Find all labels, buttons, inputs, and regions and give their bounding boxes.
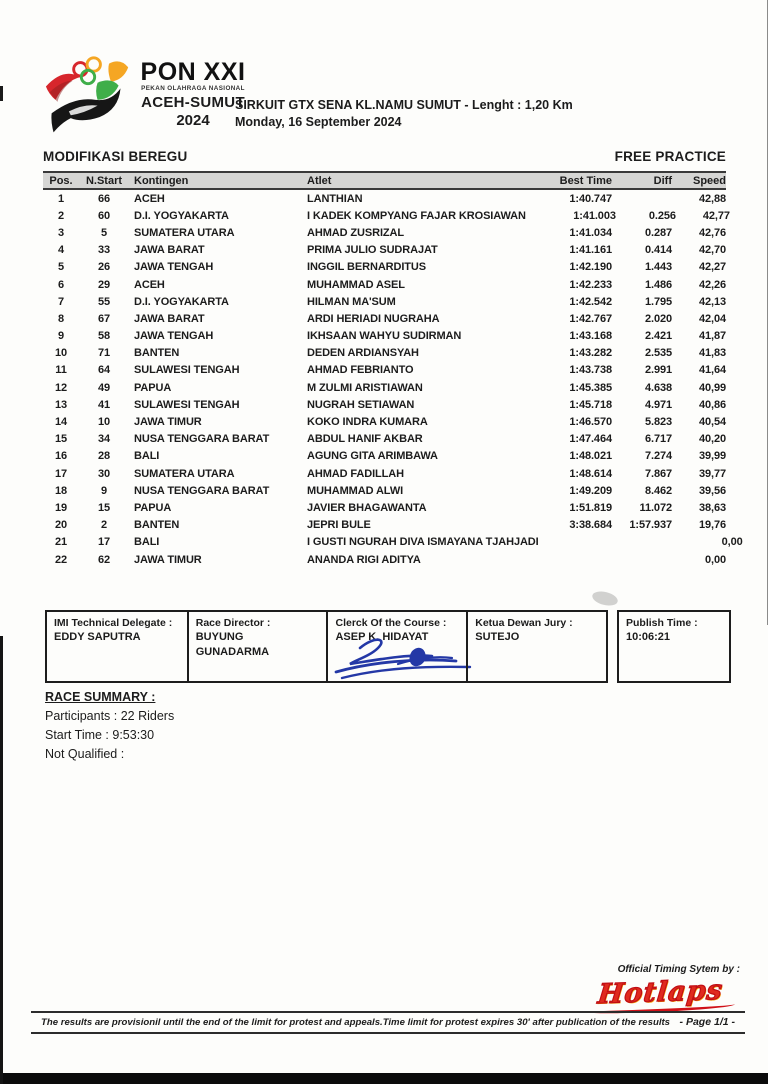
- cell-pos: 6: [57, 278, 65, 291]
- scan-edge-left: [0, 636, 3, 1084]
- cell-kont: PAPUA: [134, 381, 172, 394]
- cell-ns: 33: [97, 244, 111, 257]
- cell-pos: 22: [54, 553, 68, 566]
- cell-pos: 20: [54, 519, 68, 532]
- result-row: [43, 190, 726, 207]
- cell-ns: 34: [97, 433, 111, 446]
- page-number: - Page 1/1 -: [679, 1016, 735, 1028]
- result-row: [43, 413, 726, 430]
- cell-diff: 6.717: [644, 433, 672, 446]
- official-box-jury-chief: [466, 612, 606, 681]
- category-title: MODIFIKASI BEREGU: [43, 149, 188, 164]
- cell-best: 1:42.767: [569, 312, 612, 325]
- cell-ns: 10: [97, 416, 111, 429]
- cell-diff: 1.443: [644, 261, 672, 274]
- cell-best: 1:48.021: [569, 450, 612, 463]
- cell-diff: 11.072: [639, 501, 672, 514]
- result-row: [43, 499, 726, 516]
- result-row: [43, 362, 726, 379]
- cell-ns: 15: [97, 501, 111, 514]
- cell-best: 1:42.233: [569, 278, 612, 291]
- cell-speed: 41,64: [698, 364, 726, 377]
- cell-kont: JAWA TIMUR: [134, 416, 202, 429]
- cell-pos: 15: [54, 433, 68, 446]
- cell-best: 1:41.003: [573, 209, 616, 222]
- cell-atlet: NUGRAH SETIAWAN: [307, 398, 415, 411]
- event-info: [235, 97, 573, 131]
- official-name: EDDY SAPUTRA: [54, 631, 141, 643]
- logo-text-block: [138, 54, 248, 142]
- cell-pos: 13: [54, 398, 68, 411]
- cell-speed: 19,76: [698, 519, 726, 532]
- cell-kont: NUSA TENGGARA BARAT: [134, 433, 270, 446]
- result-row: [43, 328, 726, 345]
- cell-speed: 39,99: [698, 450, 726, 463]
- official-name: SUTEJO: [475, 631, 520, 643]
- cell-atlet: INGGIL BERNARDITUS: [307, 261, 427, 274]
- cell-pos: 18: [54, 484, 68, 497]
- cell-best: 1:45.718: [569, 398, 612, 411]
- cell-ns: 30: [97, 467, 111, 480]
- cell-best: 1:46.570: [569, 416, 612, 429]
- cell-speed: 42,70: [698, 244, 726, 257]
- cell-diff: 7.274: [644, 450, 672, 463]
- result-row: [43, 431, 726, 448]
- cell-speed: 40,99: [698, 381, 726, 394]
- cell-atlet: ARDI HERIADI NUGRAHA: [307, 312, 440, 325]
- official-box-race-director: [187, 612, 327, 681]
- cell-atlet: AHMAD FADILLAH: [307, 467, 404, 480]
- title-bar: [43, 149, 726, 164]
- cell-ns: 29: [97, 278, 111, 291]
- cell-atlet: DEDEN ARDIANSYAH: [307, 347, 419, 360]
- cell-ns: 9: [100, 484, 108, 497]
- timing-credit: [580, 964, 740, 1012]
- cell-atlet: JAVIER BHAGAWANTA: [307, 501, 427, 514]
- cell-best: 1:51.819: [569, 501, 612, 514]
- result-row: [43, 379, 726, 396]
- cell-atlet: I KADEK KOMPYANG FAJAR KROSIAWAN: [307, 209, 526, 222]
- hotlaps-logo: Hotlaps: [595, 974, 725, 1011]
- cell-ns: 17: [97, 536, 111, 549]
- cell-best: 1:49.209: [569, 484, 612, 497]
- official-label: Clerck Of the Course :: [335, 617, 447, 629]
- cell-speed: 40,20: [698, 433, 726, 446]
- cell-speed: 40,86: [698, 398, 726, 411]
- result-row: [43, 534, 743, 551]
- col-atlet: Atlet: [307, 174, 332, 187]
- cell-ns: 64: [97, 364, 111, 377]
- logo-host: ACEH-SUMUT: [141, 94, 245, 111]
- cell-pos: 5: [57, 261, 65, 274]
- cell-atlet: KOKO INDRA KUMARA: [307, 416, 428, 429]
- race-summary-heading: RACE SUMMARY :: [45, 690, 156, 704]
- result-row: [43, 224, 726, 241]
- cell-pos: 11: [55, 364, 67, 377]
- scan-edge-mark: [0, 86, 3, 101]
- result-row: [43, 207, 730, 224]
- scan-smudge: [591, 589, 619, 608]
- disclaimer-bar: [31, 1011, 745, 1034]
- official-name: BUYUNG GUNADARMA: [195, 631, 270, 658]
- cell-ns: 71: [97, 347, 111, 360]
- publish-time-label: Publish Time :: [626, 617, 698, 629]
- cell-pos: 2: [57, 209, 65, 222]
- cell-ns: 66: [97, 192, 111, 205]
- cell-pos: 21: [54, 536, 68, 549]
- cell-atlet: M ZULMI ARISTIAWAN: [307, 381, 423, 394]
- cell-kont: SUMATERA UTARA: [134, 467, 235, 480]
- circuit-name: SIRKUIT GTX SENA KL.NAMU SUMUT - Lenght : 1,20 Km: [235, 98, 573, 112]
- logo-title: PON XXI: [140, 58, 246, 86]
- col-best-time: Best Time: [559, 174, 612, 187]
- publish-time-box: [617, 610, 731, 683]
- cell-diff: 2.991: [644, 364, 672, 377]
- cell-pos: 4: [57, 244, 65, 257]
- cell-pos: 1: [57, 192, 65, 205]
- cell-speed: 0,00: [704, 553, 726, 566]
- cell-atlet: AGUNG GITA ARIMBAWA: [307, 450, 438, 463]
- cell-kont: NUSA TENGGARA BARAT: [134, 484, 270, 497]
- cell-pos: 10: [54, 347, 68, 360]
- cell-ns: 58: [97, 330, 111, 343]
- cell-kont: JAWA BARAT: [134, 312, 205, 325]
- cell-atlet: ABDUL HANIF AKBAR: [307, 433, 423, 446]
- result-row: [43, 276, 726, 293]
- cell-kont: JAWA TIMUR: [134, 553, 202, 566]
- col-pos: Pos.: [49, 174, 73, 187]
- cell-ns: 2: [100, 519, 108, 532]
- result-row: [43, 293, 726, 310]
- cell-pos: 17: [54, 467, 68, 480]
- cell-best: 1:41.161: [569, 244, 612, 257]
- cell-ns: 26: [97, 261, 111, 274]
- result-row: [43, 310, 726, 327]
- cell-speed: 42,13: [698, 295, 726, 308]
- cell-diff: 1.795: [644, 295, 672, 308]
- disclaimer-text: The results are provisionil until the end of the limit for protest and appeals.Time limit for protest expires 30' after publication of the results: [41, 1016, 671, 1028]
- cell-speed: 42,88: [698, 192, 726, 205]
- official-label: IMI Technical Delegate :: [54, 617, 173, 629]
- result-row: [43, 396, 726, 413]
- result-row: [43, 259, 726, 276]
- cell-ns: 41: [97, 398, 111, 411]
- col-speed: Speed: [692, 174, 726, 187]
- cell-kont: JAWA BARAT: [134, 244, 205, 257]
- cell-pos: 12: [54, 381, 68, 394]
- cell-kont: D.I. YOGYAKARTA: [134, 295, 229, 308]
- cell-atlet: IKHSAAN WAHYU SUDIRMAN: [307, 330, 462, 343]
- cell-kont: ACEH: [134, 278, 165, 291]
- cell-best: 1:43.168: [569, 330, 612, 343]
- cell-best: 1:42.190: [569, 261, 612, 274]
- cell-ns: 62: [97, 553, 111, 566]
- official-label: Ketua Dewan Jury :: [475, 617, 573, 629]
- cell-diff: 0.256: [648, 209, 676, 222]
- logo-year: 2024: [176, 112, 210, 129]
- cell-kont: ACEH: [134, 192, 165, 205]
- cell-kont: BALI: [134, 536, 160, 549]
- summary-start-time: Start Time : 9:53:30: [45, 728, 155, 742]
- cell-speed: 42,04: [698, 312, 726, 325]
- officials-section: [45, 610, 731, 683]
- cell-best: 1:42.542: [569, 295, 612, 308]
- cell-pos: 16: [54, 450, 68, 463]
- results-table: [43, 171, 743, 568]
- cell-diff: 1:57.937: [629, 519, 672, 532]
- cell-speed: 39,77: [698, 467, 726, 480]
- cell-kont: SULAWESI TENGAH: [134, 398, 240, 411]
- session-title: FREE PRACTICE: [614, 149, 726, 164]
- col-diff: Diff: [653, 174, 672, 187]
- result-row: [43, 242, 726, 259]
- cell-speed: 40,54: [698, 416, 726, 429]
- cell-best: 1:43.738: [569, 364, 612, 377]
- timing-label: Official Timing Sytem by :: [617, 964, 740, 975]
- cell-diff: 5.823: [644, 416, 672, 429]
- cell-speed: 42,27: [698, 261, 726, 274]
- summary-participants: Participants : 22 Riders: [45, 709, 175, 723]
- col-nstart: N.Start: [85, 174, 123, 187]
- table-body: [43, 190, 743, 568]
- cell-kont: SULAWESI TENGAH: [134, 364, 240, 377]
- cell-pos: 3: [57, 226, 65, 239]
- result-row: [43, 345, 726, 362]
- cell-speed: 39,56: [698, 484, 726, 497]
- official-name: ASEP K. HIDAYAT: [335, 631, 429, 643]
- cell-kont: D.I. YOGYAKARTA: [134, 209, 229, 222]
- result-row: [43, 517, 726, 534]
- publish-time-value: 10:06:21: [626, 631, 671, 643]
- cell-pos: 9: [57, 330, 65, 343]
- scan-edge-bottom: [0, 1073, 768, 1084]
- cell-speed: 42,26: [698, 278, 726, 291]
- cell-kont: JAWA TENGAH: [134, 261, 214, 274]
- cell-diff: 2.421: [644, 330, 672, 343]
- cell-kont: BALI: [134, 450, 160, 463]
- cell-best: 3:38.684: [569, 519, 612, 532]
- table-header-row: [43, 171, 726, 190]
- cell-best: 1:40.747: [569, 192, 612, 205]
- cell-diff: 4.638: [644, 381, 672, 394]
- cell-speed: 38,63: [698, 501, 726, 514]
- cell-kont: SUMATERA UTARA: [134, 226, 235, 239]
- cell-atlet: HILMAN MA'SUM: [307, 295, 396, 308]
- cell-atlet: LANTHIAN: [307, 192, 363, 205]
- result-row: [43, 551, 726, 568]
- cell-pos: 8: [57, 312, 65, 325]
- cell-diff: 7.867: [644, 467, 672, 480]
- cell-kont: JAWA TENGAH: [134, 330, 214, 343]
- cell-speed: 42,76: [698, 226, 726, 239]
- event-date: Monday, 16 September 2024: [235, 115, 402, 129]
- pon-bird-logo-icon: [40, 54, 136, 142]
- cell-diff: 2.020: [644, 312, 672, 325]
- cell-ns: 67: [97, 312, 111, 325]
- cell-diff: 8.462: [644, 484, 672, 497]
- summary-not-qualified: Not Qualified :: [45, 747, 125, 761]
- cell-ns: 60: [97, 209, 111, 222]
- cell-atlet: JEPRI BULE: [307, 519, 371, 532]
- cell-best: 1:45.385: [569, 381, 612, 394]
- cell-speed: 41,87: [698, 330, 726, 343]
- cell-ns: 55: [97, 295, 111, 308]
- cell-speed: 42,77: [702, 209, 730, 222]
- cell-diff: 4.971: [644, 398, 672, 411]
- cell-ns: 5: [100, 226, 108, 239]
- cell-atlet: MUHAMMAD ALWI: [307, 484, 404, 497]
- col-kontingen: Kontingen: [134, 174, 189, 187]
- cell-best: 1:43.282: [569, 347, 612, 360]
- cell-atlet: AHMAD FEBRIANTO: [307, 364, 414, 377]
- cell-speed: 0,00: [721, 536, 743, 549]
- cell-pos: 7: [57, 295, 65, 308]
- cell-pos: 14: [54, 416, 68, 429]
- cell-kont: BANTEN: [134, 347, 180, 360]
- cell-atlet: AHMAD ZUSRIZAL: [307, 226, 404, 239]
- cell-best: 1:41.034: [569, 226, 612, 239]
- officials-boxes: [45, 610, 608, 683]
- cell-diff: 1.486: [644, 278, 672, 291]
- official-box-clerk-of-course: [326, 612, 466, 681]
- cell-atlet: ANANDA RIGI ADITYA: [307, 553, 421, 566]
- cell-pos: 19: [54, 501, 68, 514]
- logo-subtitle: PEKAN OLAHRAGA NASIONAL: [141, 85, 245, 92]
- cell-ns: 28: [97, 450, 111, 463]
- cell-atlet: PRIMA JULIO SUDRAJAT: [307, 244, 438, 257]
- official-box-technical-delegate: [47, 612, 187, 681]
- result-row: [43, 482, 726, 499]
- cell-speed: 41,83: [698, 347, 726, 360]
- cell-diff: 2.535: [644, 347, 672, 360]
- cell-atlet: MUHAMMAD ASEL: [307, 278, 405, 291]
- cell-ns: 49: [97, 381, 111, 394]
- cell-best: 1:47.464: [569, 433, 612, 446]
- cell-kont: PAPUA: [134, 501, 172, 514]
- event-logo: [40, 54, 248, 142]
- race-summary: [45, 688, 174, 764]
- cell-diff: 0.287: [644, 226, 672, 239]
- cell-diff: 0.414: [644, 244, 672, 257]
- result-row: [43, 465, 726, 482]
- official-label: Race Director :: [195, 617, 271, 629]
- result-row: [43, 448, 726, 465]
- cell-atlet: I GUSTI NGURAH DIVA ISMAYANA TJAHJADI: [307, 536, 539, 549]
- cell-best: 1:48.614: [569, 467, 612, 480]
- cell-kont: BANTEN: [134, 519, 180, 532]
